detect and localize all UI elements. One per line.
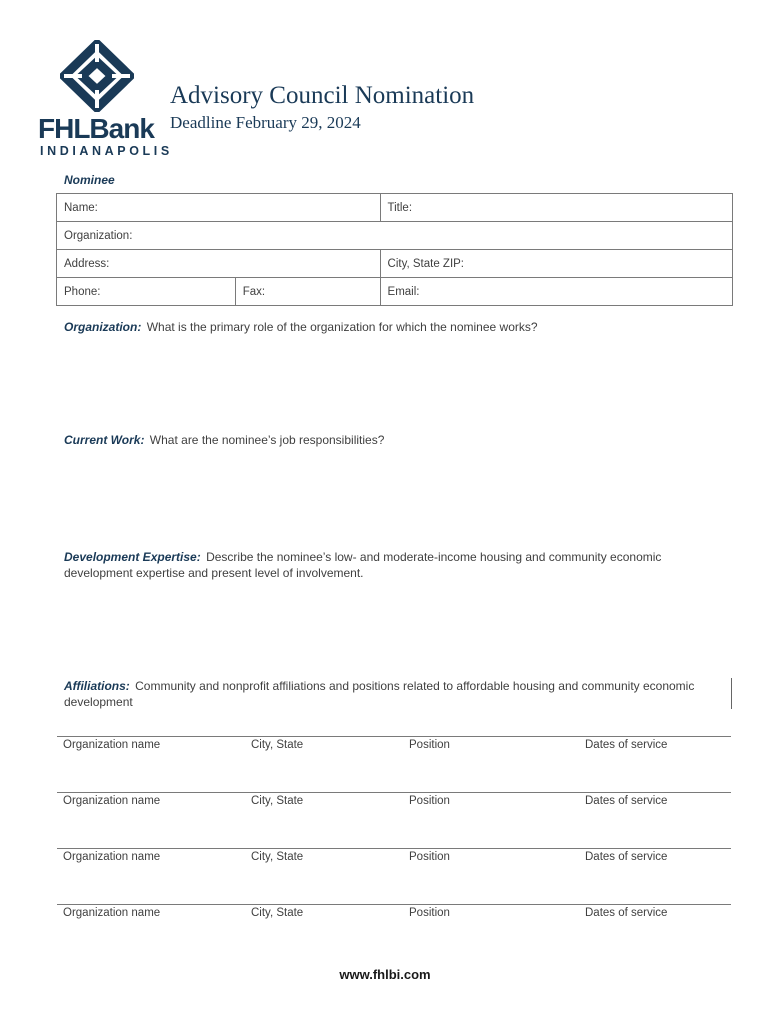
nominee-row-organization [57, 222, 733, 250]
phone-label: Phone: [64, 285, 101, 298]
address-field[interactable] [57, 250, 381, 278]
nominee-section-label: Nominee [64, 173, 115, 187]
name-field[interactable] [57, 194, 381, 222]
development-question-text: Describe the nominee’s low- and moderate-income housing and community economic development expertise and present level of involvement. [64, 550, 662, 580]
position-field[interactable]: Position [409, 907, 450, 919]
fax-label: Fax: [242, 285, 266, 298]
fhlbank-logo-mark-icon [60, 40, 134, 112]
dates-of-service-field[interactable]: Dates of service [585, 795, 668, 807]
current-work-question [64, 433, 704, 449]
text-cursor-bar [731, 678, 732, 709]
current-work-question-label: Current Work: [64, 433, 145, 447]
title-label: Title: [387, 201, 413, 214]
dates-of-service-field[interactable]: Dates of service [585, 739, 668, 751]
email-field[interactable] [380, 278, 732, 306]
organization-question-label: Organization: [64, 320, 142, 334]
organization-question-text: What is the primary role of the organization for which the nominee works? [146, 320, 538, 334]
name-label: Name: [64, 201, 98, 214]
logo-subtitle: INDIANAPOLIS [40, 144, 173, 158]
organization-label: Organization: [64, 229, 133, 242]
city-state-field[interactable]: City, State [251, 795, 304, 807]
development-question [64, 550, 704, 581]
city-state-field[interactable]: City, State [251, 851, 304, 863]
phone-field[interactable] [57, 278, 236, 306]
position-field[interactable]: Position [409, 739, 450, 751]
affiliations-question [64, 679, 704, 710]
development-question-label: Development Expertise: [64, 550, 201, 564]
email-label: Email: [387, 285, 420, 298]
affiliation-row [57, 792, 731, 813]
dates-of-service-field[interactable]: Dates of service [585, 851, 668, 863]
city-state-field[interactable]: City, State [251, 739, 304, 751]
title-field[interactable] [380, 194, 732, 222]
fax-field[interactable] [235, 278, 380, 306]
affiliations-question-text: Community and nonprofit affiliations and positions related to affordable housing and community economic development [64, 679, 695, 709]
affiliation-row [57, 904, 731, 925]
organization-field[interactable] [57, 222, 733, 250]
position-field[interactable]: Position [409, 795, 450, 807]
page-title: Advisory Council Nomination [170, 82, 475, 109]
affiliation-row [57, 736, 731, 757]
organization-name-field[interactable]: Organization name [63, 851, 161, 863]
affiliation-row [57, 848, 731, 869]
affiliations-question-label: Affiliations: [64, 679, 130, 693]
nominee-table [56, 193, 733, 306]
city-state-zip-label: City, State ZIP: [387, 257, 465, 270]
position-field[interactable]: Position [409, 851, 450, 863]
deadline-text: Deadline February 29, 2024 [170, 113, 361, 132]
nominee-row-address [57, 250, 733, 278]
fhlbank-logo [38, 40, 173, 160]
organization-question [64, 320, 704, 336]
organization-name-field[interactable]: Organization name [63, 739, 161, 751]
footer-url[interactable]: www.fhlbi.com [339, 967, 431, 982]
city-state-zip-field[interactable] [380, 250, 732, 278]
nominee-row-name [57, 194, 733, 222]
organization-name-field[interactable]: Organization name [63, 907, 161, 919]
organization-name-field[interactable]: Organization name [63, 795, 161, 807]
current-work-question-text: What are the nominee’s job responsibilities? [149, 433, 385, 447]
nominee-row-contact [57, 278, 733, 306]
address-label: Address: [64, 257, 110, 270]
dates-of-service-field[interactable]: Dates of service [585, 907, 668, 919]
city-state-field[interactable]: City, State [251, 907, 304, 919]
logo-wordmark: FHLBank [38, 113, 154, 144]
